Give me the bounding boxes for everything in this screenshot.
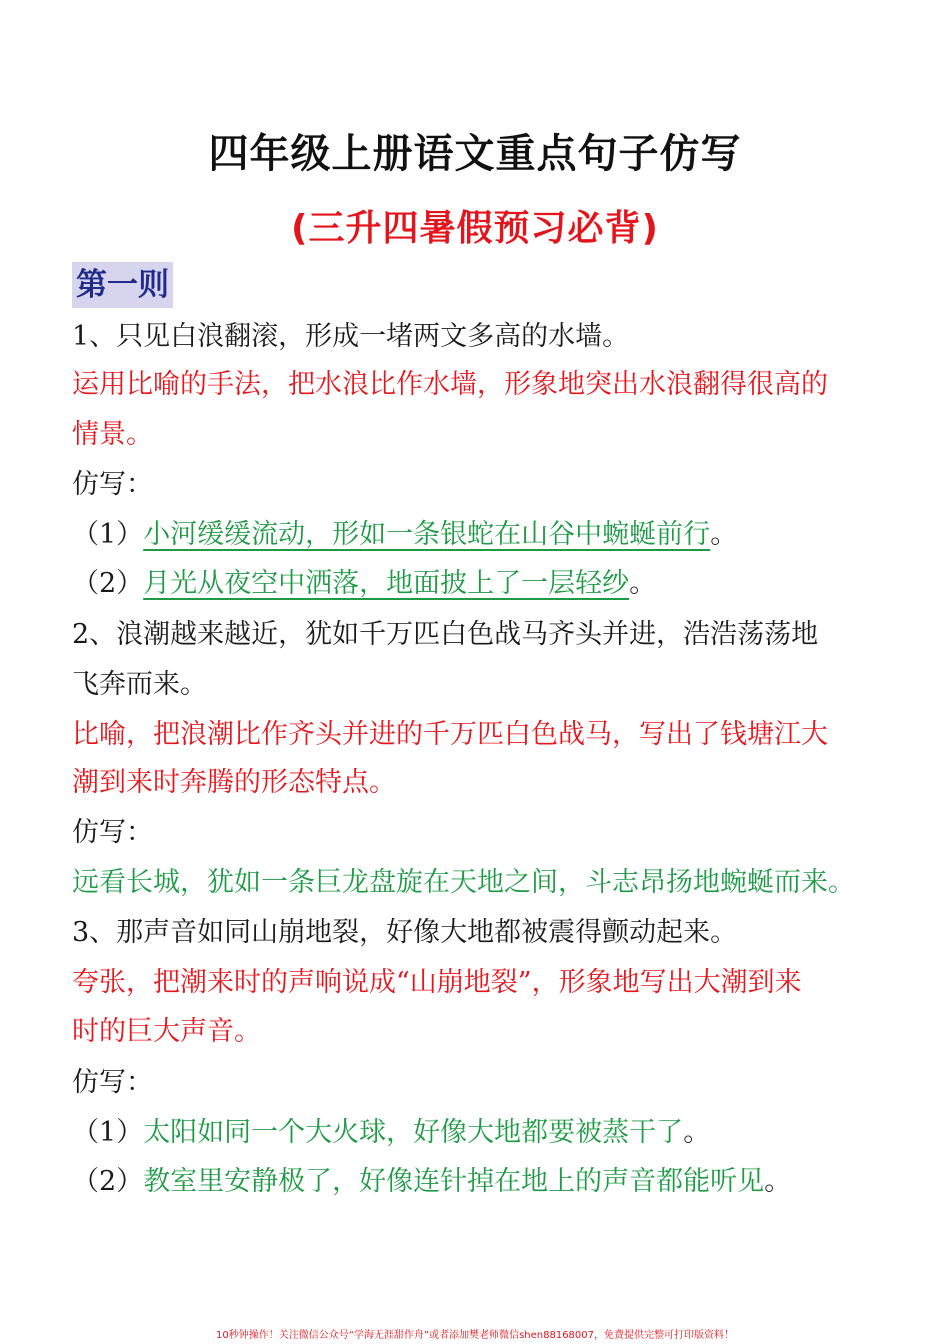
imitation-end: 。 — [683, 1117, 711, 1148]
imitation-number: （2） — [72, 1166, 144, 1197]
imitation-number: （1） — [72, 519, 144, 550]
sentence-1: 1、只见白浪翻滚，形成一堵两文多高的水墙。 — [72, 321, 630, 352]
imitation-end: 。 — [629, 568, 657, 599]
imitation-label-3: 仿写： — [72, 1067, 153, 1098]
imitation-2: 远看长城，犹如一条巨龙盘旋在天地之间，斗志昂扬地蜿蜒而来。 — [72, 867, 855, 898]
imitation-text: 教室里安静极了，好像连针掉在地上的声音都能听见 — [143, 1166, 765, 1197]
sentence-2-line-1: 2、浪潮越来越近，犹如千万匹白色战马齐头并进，浩浩荡荡地 — [72, 619, 819, 650]
sentence-3: 3、那声音如同山崩地裂，好像大地都被震得颤动起来。 — [72, 917, 738, 948]
section-heading: 第一则 — [72, 262, 173, 308]
analysis-3-line-2: 时的巨大声音。 — [72, 1016, 261, 1047]
footer-note: 10秒钟操作！关注微信公众号“学海无涯甜作舟”或者添加樊老师微信shen88168007，免费提供完整可打印版资料！ — [215, 1330, 735, 1341]
imitation-number: （2） — [72, 568, 144, 599]
imitation-3-2 — [72, 1157, 892, 1207]
imitation-text: 月光从夜空中洒落，地面披上了一层轻纱 — [143, 568, 630, 599]
imitation-label-2: 仿写： — [72, 817, 153, 848]
analysis-3-line-1: 夸张，把潮来时的声响说成“山崩地裂”，形象地写出大潮到来 — [72, 967, 802, 998]
page-title: 四年级上册语文重点句子仿写 — [208, 131, 742, 177]
sentence-2-line-2: 飞奔而来。 — [72, 669, 207, 700]
imitation-text: 小河缓缓流动，形如一条银蛇在山谷中蜿蜒前行 — [143, 519, 711, 550]
imitation-1-2 — [72, 559, 892, 609]
page-subtitle: (三升四暑假预习必背) — [291, 208, 659, 249]
imitation-end: 。 — [710, 519, 738, 550]
analysis-1-line-2: 情景。 — [72, 419, 153, 450]
analysis-1-line-1: 运用比喻的手法，把水浪比作水墙，形象地突出水浪翻得很高的 — [72, 369, 828, 400]
analysis-2-line-2: 潮到来时奔腾的形态特点。 — [72, 767, 396, 798]
imitation-end: 。 — [764, 1166, 792, 1197]
imitation-1-1 — [72, 510, 892, 560]
imitation-number: （1） — [72, 1117, 144, 1148]
analysis-2-line-1: 比喻，把浪潮比作齐头并进的千万匹白色战马，写出了钱塘江大 — [72, 719, 828, 750]
imitation-text: 太阳如同一个大火球，好像大地都要被蒸干了 — [143, 1117, 684, 1148]
imitation-label-1: 仿写： — [72, 469, 153, 500]
imitation-3-1 — [72, 1108, 892, 1158]
